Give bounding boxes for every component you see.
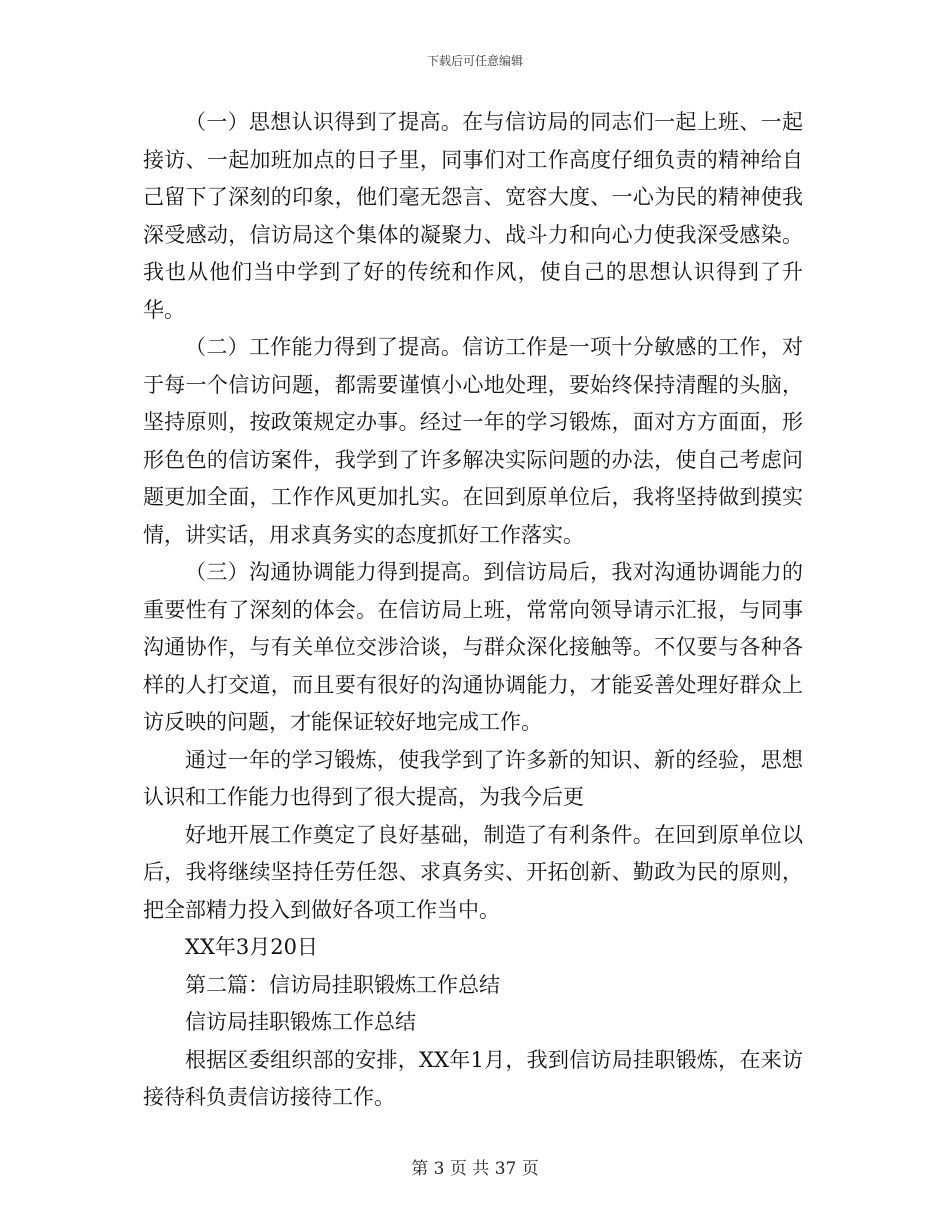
date-line: XX年3月20日 (185, 935, 318, 959)
paragraph-communication: （三）沟通协调能力得到提高。到信访局后，我对沟通协调能力的重要性有了深刻的体会。在信访局上班，常常向领导请示汇报，与同事沟通协作，与有关单位交涉洽谈，与群众深化接触等。不仅要与各种各样的人打交道，而且要有很好的沟通协调能力，才能妥善处理好群众上访反映的问题，才能保证较好地完成工作。 (143, 560, 803, 734)
paragraph-summary: 通过一年的学习锻炼，使我学到了许多新的知识、新的经验，思想认识和工作能力也得到了很大提高，为我今后更 (143, 747, 803, 809)
page-header: 下载后可任意编辑 (426, 54, 523, 68)
page-footer: 第 3 页 共 37 页 (411, 1159, 539, 1179)
document-title: 信访局挂职锻炼工作总结 (185, 1010, 416, 1034)
paragraph-thinking: （一）思想认识得到了提高。在与信访局的同志们一起上班、一起接访、一起加班加点的日子里，同事们对工作高度仔细负责的精神给自己留下了深刻的印象，他们毫无怨言、宽容大度、一心为民的精神使我深受感动，信访局这个集体的凝聚力、战斗力和向心力使我深受感染。我也从他们当中学到了好的传统和作风，使自己的思想认识得到了升华。 (143, 110, 803, 322)
paragraph-intro: 根据区委组织部的安排，XX年1月，我到信访局挂职锻炼，在来访接待科负责信访接待工作。 (143, 1047, 803, 1109)
document-body (143, 104, 803, 1117)
paragraph-ability: （二）工作能力得到了提高。信访工作是一项十分敏感的工作，对于每一个信访问题，都需要谨慎小心地处理，要始终保持清醒的头脑，坚持原则，按政策规定办事。经过一年的学习锻炼，面对方方面面，形形色色的信访案件，我学到了许多解决实际问题的办法，使自己考虑问题更加全面，工作作风更加扎实。在回到原单位后，我将坚持做到摸实情，讲实话，用求真务实的态度抓好工作落实。 (143, 335, 803, 547)
section-heading: 第二篇：信访局挂职锻炼工作总结 (185, 972, 500, 997)
paragraph-summary-cont: 好地开展工作奠定了良好基础，制造了有利条件。在回到原单位以后，我将继续坚持任劳任怨、求真务实、开拓创新、勤政为民的原则，把全部精力投入到做好各项工作当中。 (143, 822, 803, 922)
